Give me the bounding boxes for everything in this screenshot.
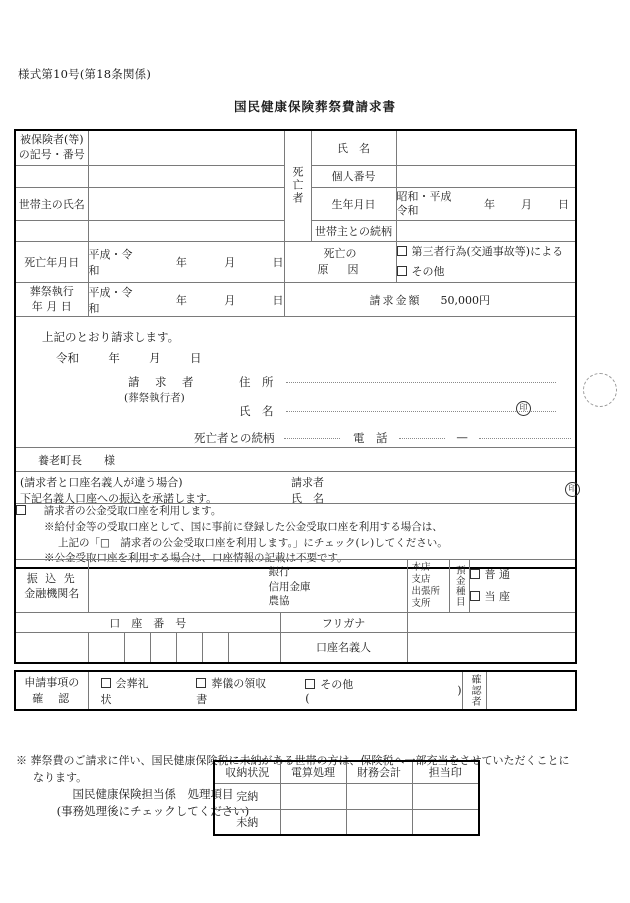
institution-label-line2: 金融機関名 <box>24 587 80 600</box>
deceased-name-label: 氏 名 <box>311 130 396 165</box>
page-title: 国民健康保険葬祭費請求書 <box>233 99 396 114</box>
cause-option-2-label: その他 <box>411 264 445 278</box>
deposit-type-label <box>449 560 469 613</box>
claimant-label: 請 求 者 <box>128 375 196 390</box>
processing-header-cell: 担当印 <box>412 761 479 783</box>
cause-of-death-label <box>284 241 396 283</box>
confirm-label-line1: 申請事項の <box>24 676 80 690</box>
insured-number-label-line2: の記号・番号 <box>18 147 85 161</box>
insured-deceased-table <box>14 129 577 569</box>
confirm-option-3-label: その他( <box>305 678 354 705</box>
death-year-label: 年 <box>175 255 187 269</box>
statement-era: 令和 <box>56 351 79 366</box>
account-number-label: 口 座 番 号 <box>15 613 280 633</box>
funeral-date-input[interactable] <box>88 283 284 317</box>
seal-guide-circle <box>583 373 617 407</box>
relation-input[interactable] <box>284 430 340 444</box>
processing-header-cell: 財務会計 <box>346 761 412 783</box>
birth-era-line2: 令和 <box>396 203 419 217</box>
statement-block <box>15 317 576 448</box>
cause-of-death-options[interactable] <box>396 241 576 283</box>
funeral-date-label-line2: 年 月 日 <box>31 299 72 313</box>
deceased-mynumber-label: 個人番号 <box>311 165 396 187</box>
checkbox-icon[interactable] <box>397 266 407 276</box>
deceased-birth-label: 生年月日 <box>311 187 396 220</box>
checkbox-icon[interactable] <box>101 678 111 688</box>
insured-number-label <box>15 130 88 165</box>
form-number: 様式第10号(第18条関係) <box>18 67 152 81</box>
notice-line2: なります。 <box>33 771 88 785</box>
phone-input[interactable] <box>399 430 571 444</box>
processing-label-line1: 国民健康保険担当係 処理項目 <box>72 787 234 801</box>
processing-cell-tantouin[interactable] <box>412 809 479 835</box>
processing-status-kannou: 完納 <box>214 783 280 809</box>
statement-date-line[interactable] <box>56 350 201 366</box>
processing-row <box>214 809 479 835</box>
death-date-label: 死亡年月日 <box>15 241 88 283</box>
death-date-input[interactable] <box>88 241 284 283</box>
birth-month-label: 月 <box>521 197 532 211</box>
institution-kind-shinkin: 信用金庫 <box>268 580 311 593</box>
deposit-type-options[interactable] <box>469 560 576 613</box>
funeral-date-label-line1: 葬祭執行 <box>29 284 74 298</box>
consent-claimant-label: 請求者 <box>291 476 324 490</box>
institution-kinds <box>269 565 311 609</box>
public-account-note1: ※給付金等の受取口座として、国に事前に登録した公金受取口座を利用する場合は、 <box>44 520 443 533</box>
account-number-cell[interactable] <box>228 633 280 663</box>
consent-line2: 下記名義人口座への振込を承諾します。 <box>20 492 218 506</box>
account-holder-label: 口座名義人 <box>280 633 407 663</box>
phone-label: 電 話 <box>353 431 388 446</box>
deposit-option-touza[interactable] <box>470 586 576 608</box>
bank-account-table <box>14 559 577 664</box>
address-label: 住 所 <box>239 375 274 390</box>
confirm-options[interactable] <box>88 671 462 710</box>
branch-type-options[interactable] <box>407 560 449 613</box>
confirm-label <box>15 671 88 710</box>
institution-label-line1: 振 込 先 <box>26 571 77 585</box>
branch-shisho: 支所 <box>411 597 431 609</box>
phone-dash: — <box>456 430 468 445</box>
deposit-option-futsuu[interactable] <box>470 564 576 586</box>
householder-name-label: 世帯主の氏名 <box>15 187 88 220</box>
public-account-note2: 上記の「□ 請求者の公金受取口座を利用します。」にチェック(レ)してください。 <box>58 536 448 549</box>
processing-header-cell: 収納状況 <box>214 761 280 783</box>
birth-day-label: 日 <box>558 197 569 211</box>
confirm-option-1-label: 会葬礼状 <box>100 676 149 706</box>
death-date-era: 平成・令和 <box>88 247 133 277</box>
confirm-option-other[interactable] <box>305 676 355 705</box>
account-number-cell[interactable] <box>88 633 124 663</box>
checkbox-icon[interactable] <box>470 591 480 601</box>
consent-row <box>15 472 576 504</box>
checkbox-icon[interactable] <box>397 246 407 256</box>
householder-name-input[interactable] <box>88 187 284 220</box>
deposit-option-1-label: 普 通 <box>484 568 510 581</box>
name-label: 氏 名 <box>239 404 274 419</box>
funeral-date-label <box>15 283 88 317</box>
birth-year-label: 年 <box>484 197 495 211</box>
deceased-birth-input[interactable] <box>396 187 576 220</box>
furigana-label: フリガナ <box>280 613 407 633</box>
public-account-checkbox-label: 請求者の公金受取口座を利用します。 <box>43 505 222 518</box>
notice-line1: ※ 葬祭費のご請求に伴い、国民健康保険税に未納がある世帯の方は、保険税へ一部充当をさせていただくことに <box>16 754 570 767</box>
confirm-option-3-close: ) <box>457 684 462 697</box>
confirm-option-2-label: 葬儀の領収書 <box>196 676 267 706</box>
furigana-input[interactable] <box>407 613 576 633</box>
deposit-type-label-text: 預金種目 <box>453 565 465 607</box>
statement-month: 月 <box>149 351 161 366</box>
deceased-name-input[interactable] <box>396 130 576 165</box>
consent-claimant <box>291 475 324 507</box>
relation-to-householder-label: 世帯主との続柄 <box>311 220 396 241</box>
checkbox-icon[interactable] <box>305 679 315 689</box>
confirm-label-line2: 確 認 <box>32 691 72 705</box>
consent-text <box>20 475 217 507</box>
branch-shucchoujo: 出張所 <box>411 586 441 597</box>
cause-option-1-label: 第三者行為(交通事故等)による <box>411 244 564 258</box>
birth-era-line1: 昭和・平成 <box>396 189 452 203</box>
funeral-day-label: 日 <box>272 293 284 307</box>
public-account-note3: ※公金受取口座を利用する場合は、口座情報の記載は不要です。 <box>44 552 348 565</box>
confirmer-input[interactable] <box>486 671 576 710</box>
account-number-cell[interactable] <box>150 633 176 663</box>
processing-label-line2: (事務処理後にチェックしてください) <box>56 804 250 819</box>
cause-label-line1: 死亡の <box>323 247 357 261</box>
statement-year: 年 <box>108 351 120 366</box>
institution-input[interactable] <box>88 560 407 613</box>
account-number-cell[interactable] <box>176 633 202 663</box>
processing-status-minou: 未納 <box>214 809 280 835</box>
deceased-vertical-label-text: 死亡者 <box>291 166 304 206</box>
branch-shiten: 支店 <box>411 574 431 586</box>
seal-icon: 印 <box>565 482 580 497</box>
death-month-label: 月 <box>224 255 236 269</box>
insured-number-input-spacer[interactable] <box>88 165 284 187</box>
seal-icon: 印 <box>516 401 531 416</box>
addressee: 養老町長 様 <box>38 453 115 467</box>
application-confirm-table <box>14 670 577 711</box>
confirmer-label <box>462 671 486 710</box>
checkbox-icon[interactable] <box>196 678 206 688</box>
account-number-cell[interactable] <box>202 633 228 663</box>
statement-day: 日 <box>189 351 202 366</box>
funeral-date-era: 平成・令和 <box>88 285 133 315</box>
householder-name-input-spacer[interactable] <box>88 220 284 241</box>
consent-line1: (請求者と口座名義人が違う場合) <box>20 476 183 490</box>
relation-label: 死亡者との続柄 <box>194 431 275 446</box>
confirm-option-kaisoureijou[interactable] <box>101 675 157 707</box>
insured-number-label-spacer <box>15 165 88 187</box>
cause-label-line2: 原 因 <box>317 262 363 276</box>
account-number-cell[interactable] <box>15 633 88 663</box>
institution-kind-bank: 銀行 <box>268 566 290 578</box>
address-input[interactable] <box>286 374 556 388</box>
checkbox-icon[interactable] <box>470 569 480 579</box>
confirmer-label-text: 確認者 <box>469 674 480 707</box>
relation-to-householder-input[interactable] <box>396 220 576 241</box>
account-number-cell[interactable] <box>124 633 150 663</box>
claim-amount-label: 請求金額 <box>369 293 422 307</box>
claim-amount-cell <box>284 283 576 317</box>
addressee-row <box>15 448 576 472</box>
householder-name-label-spacer <box>15 220 88 241</box>
processing-cell-densan[interactable] <box>280 783 346 809</box>
processing-table <box>213 760 480 836</box>
statement-line1: 上記のとおり請求します。 <box>42 330 180 345</box>
confirm-option-receipt[interactable] <box>196 675 273 707</box>
processing-header-row <box>214 761 479 783</box>
consent-name-label: 氏 名 <box>291 492 324 506</box>
processing-row <box>214 783 479 809</box>
processing-cell-densan[interactable] <box>280 809 346 835</box>
institution-label <box>15 560 88 613</box>
insured-number-label-line1: 被保険者(等) <box>19 132 84 146</box>
funeral-year-label: 年 <box>175 293 187 307</box>
claimant-sub-label: (葬祭執行者) <box>124 392 185 405</box>
institution-kind-nokyo: 農協 <box>268 595 290 608</box>
processing-cell-tantouin[interactable] <box>412 783 479 809</box>
account-holder-input[interactable] <box>407 633 576 663</box>
consent-seal-mark <box>565 481 580 497</box>
name-seal-mark <box>516 399 531 416</box>
processing-cell-zaimu[interactable] <box>346 783 412 809</box>
insured-number-input[interactable] <box>88 130 284 165</box>
processing-cell-zaimu[interactable] <box>346 809 412 835</box>
deposit-option-2-label: 当 座 <box>484 590 510 603</box>
processing-header-cell: 電算処理 <box>280 761 346 783</box>
deceased-vertical-label <box>284 130 311 241</box>
cause-option-third-party[interactable] <box>397 242 576 262</box>
cause-option-other[interactable] <box>397 262 576 282</box>
branch-honten: 本店 <box>411 562 431 574</box>
death-day-label: 日 <box>272 255 284 269</box>
deceased-mynumber-input[interactable] <box>396 165 576 187</box>
funeral-month-label: 月 <box>224 293 236 307</box>
claim-amount-value: 50,000円 <box>440 293 490 307</box>
